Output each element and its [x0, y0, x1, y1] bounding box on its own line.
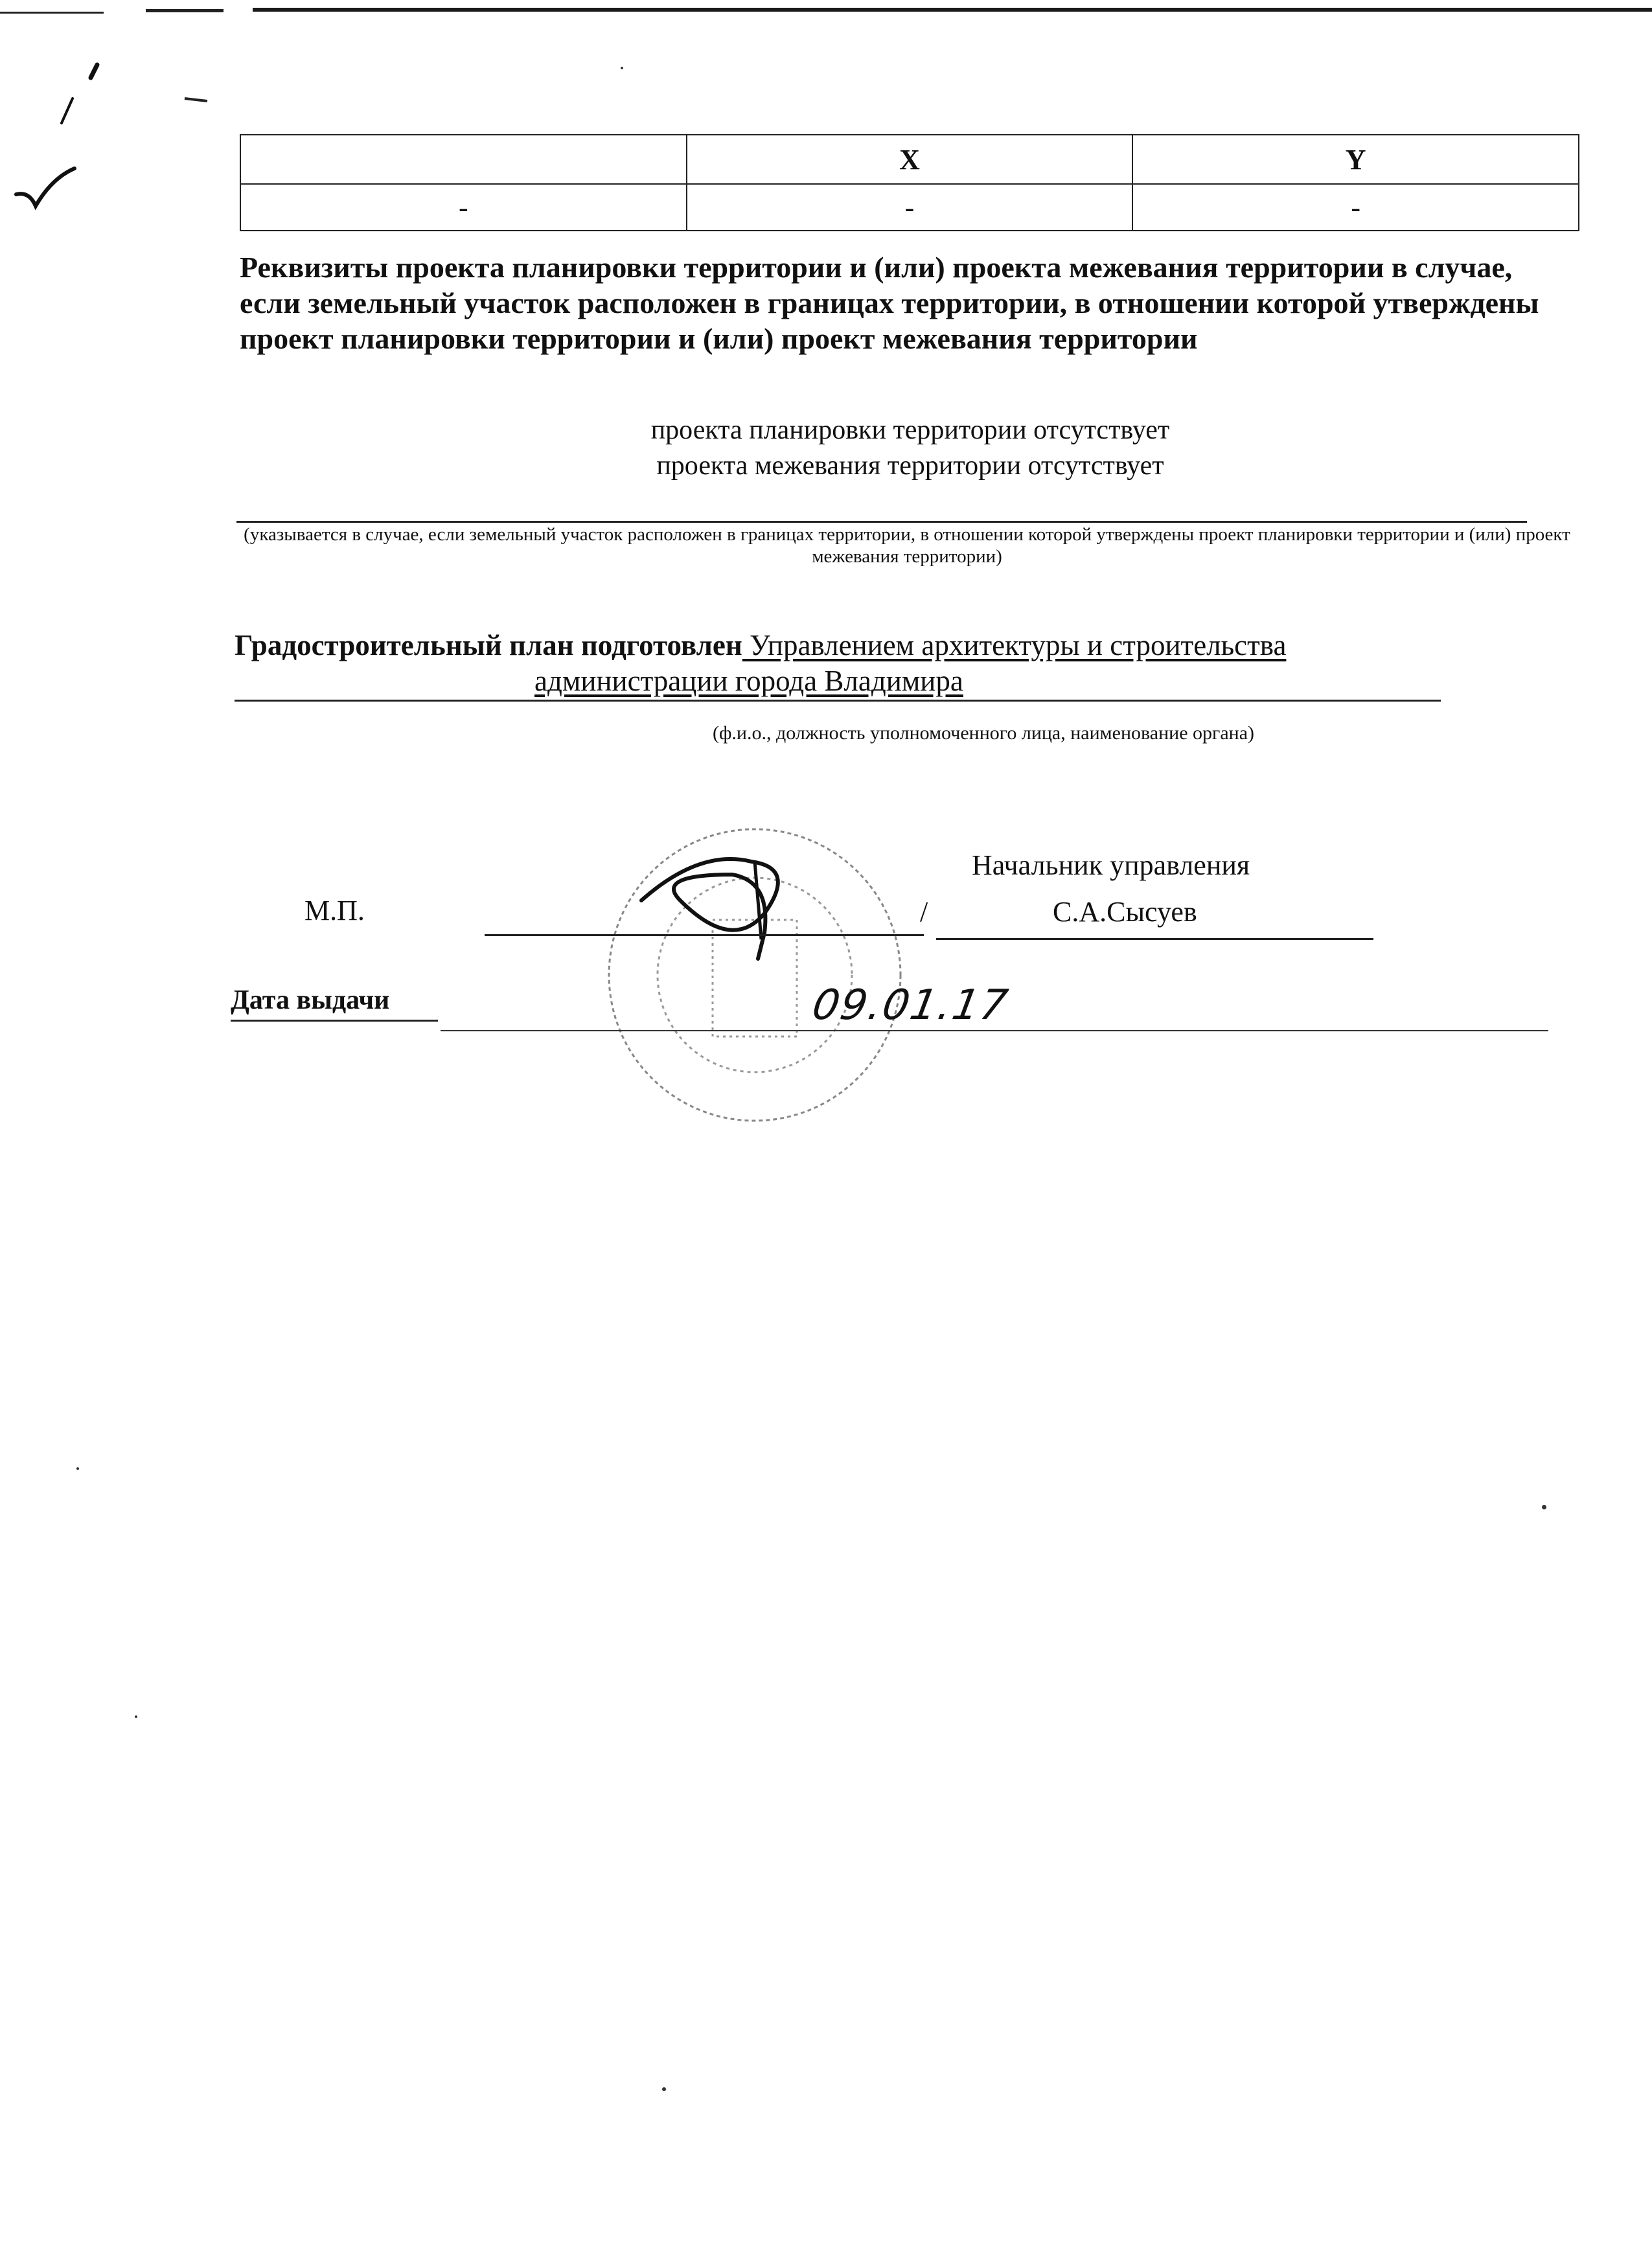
signer-position: Начальник управления [972, 849, 1250, 881]
issue-date-line [441, 1030, 1548, 1031]
seal-placeholder-label: М.П. [304, 895, 365, 926]
planning-project-status: проекта планировки территории отсутствует [650, 415, 1170, 445]
scan-speck [662, 2087, 666, 2091]
table-header-x: X [687, 135, 1133, 184]
signer-name-underline [936, 938, 1373, 940]
issue-date-label: Дата выдачи [231, 985, 390, 1015]
signature-separator: / [920, 896, 928, 928]
surveying-project-status: проекта межевания территории отсутствует [656, 451, 1164, 481]
divider [235, 700, 1441, 702]
table-header-cell [240, 135, 687, 184]
divider [236, 521, 1527, 523]
prepared-by-org-line2: администрации города Владимира [534, 665, 963, 697]
scan-edge-line [146, 9, 224, 12]
scan-speck [76, 1467, 79, 1470]
prepared-by-org-line1: Управлением архитектуры и строительства [742, 629, 1287, 661]
table-cell: - [687, 184, 1133, 231]
signer-name: С.А.Сысуев [1053, 896, 1197, 928]
requisites-note: (указывается в случае, если земельный участок расположен в границах территории, в отношении которой утверждены проект планировки территории и (или) проект межевания территории) [244, 524, 1570, 567]
requisites-heading: Реквизиты проекта планировки территории и (или) проекта межевания территории в случае, если земельный участок расположен в границах территории, в отношении которой утверждены проект планировки территории и (или) проект межевания территории [240, 251, 1539, 355]
table-cell: - [240, 184, 687, 231]
prepared-by-note: (ф.и.о., должность уполномоченного лица, наименование органа) [713, 722, 1255, 744]
table-header-y: Y [1132, 135, 1579, 184]
table-row [240, 184, 1579, 231]
scan-speck [621, 67, 623, 69]
official-seal-stamp [602, 823, 907, 1127]
handwritten-check-marks [0, 39, 233, 233]
coordinates-table [240, 134, 1579, 231]
signature-line [485, 934, 924, 936]
table-cell: - [1132, 184, 1579, 231]
prepared-by-line [235, 628, 1286, 662]
issue-date-handwritten: 09.01.17 [809, 981, 1013, 1029]
table-header-row [240, 135, 1579, 184]
issue-date-underline [231, 1020, 438, 1022]
prepared-by-label: Градостроительный план подготовлен [235, 629, 742, 661]
scan-edge-line [0, 12, 104, 14]
scan-speck [135, 1715, 137, 1718]
scan-edge-line [253, 8, 1652, 12]
scan-speck [1542, 1505, 1546, 1509]
